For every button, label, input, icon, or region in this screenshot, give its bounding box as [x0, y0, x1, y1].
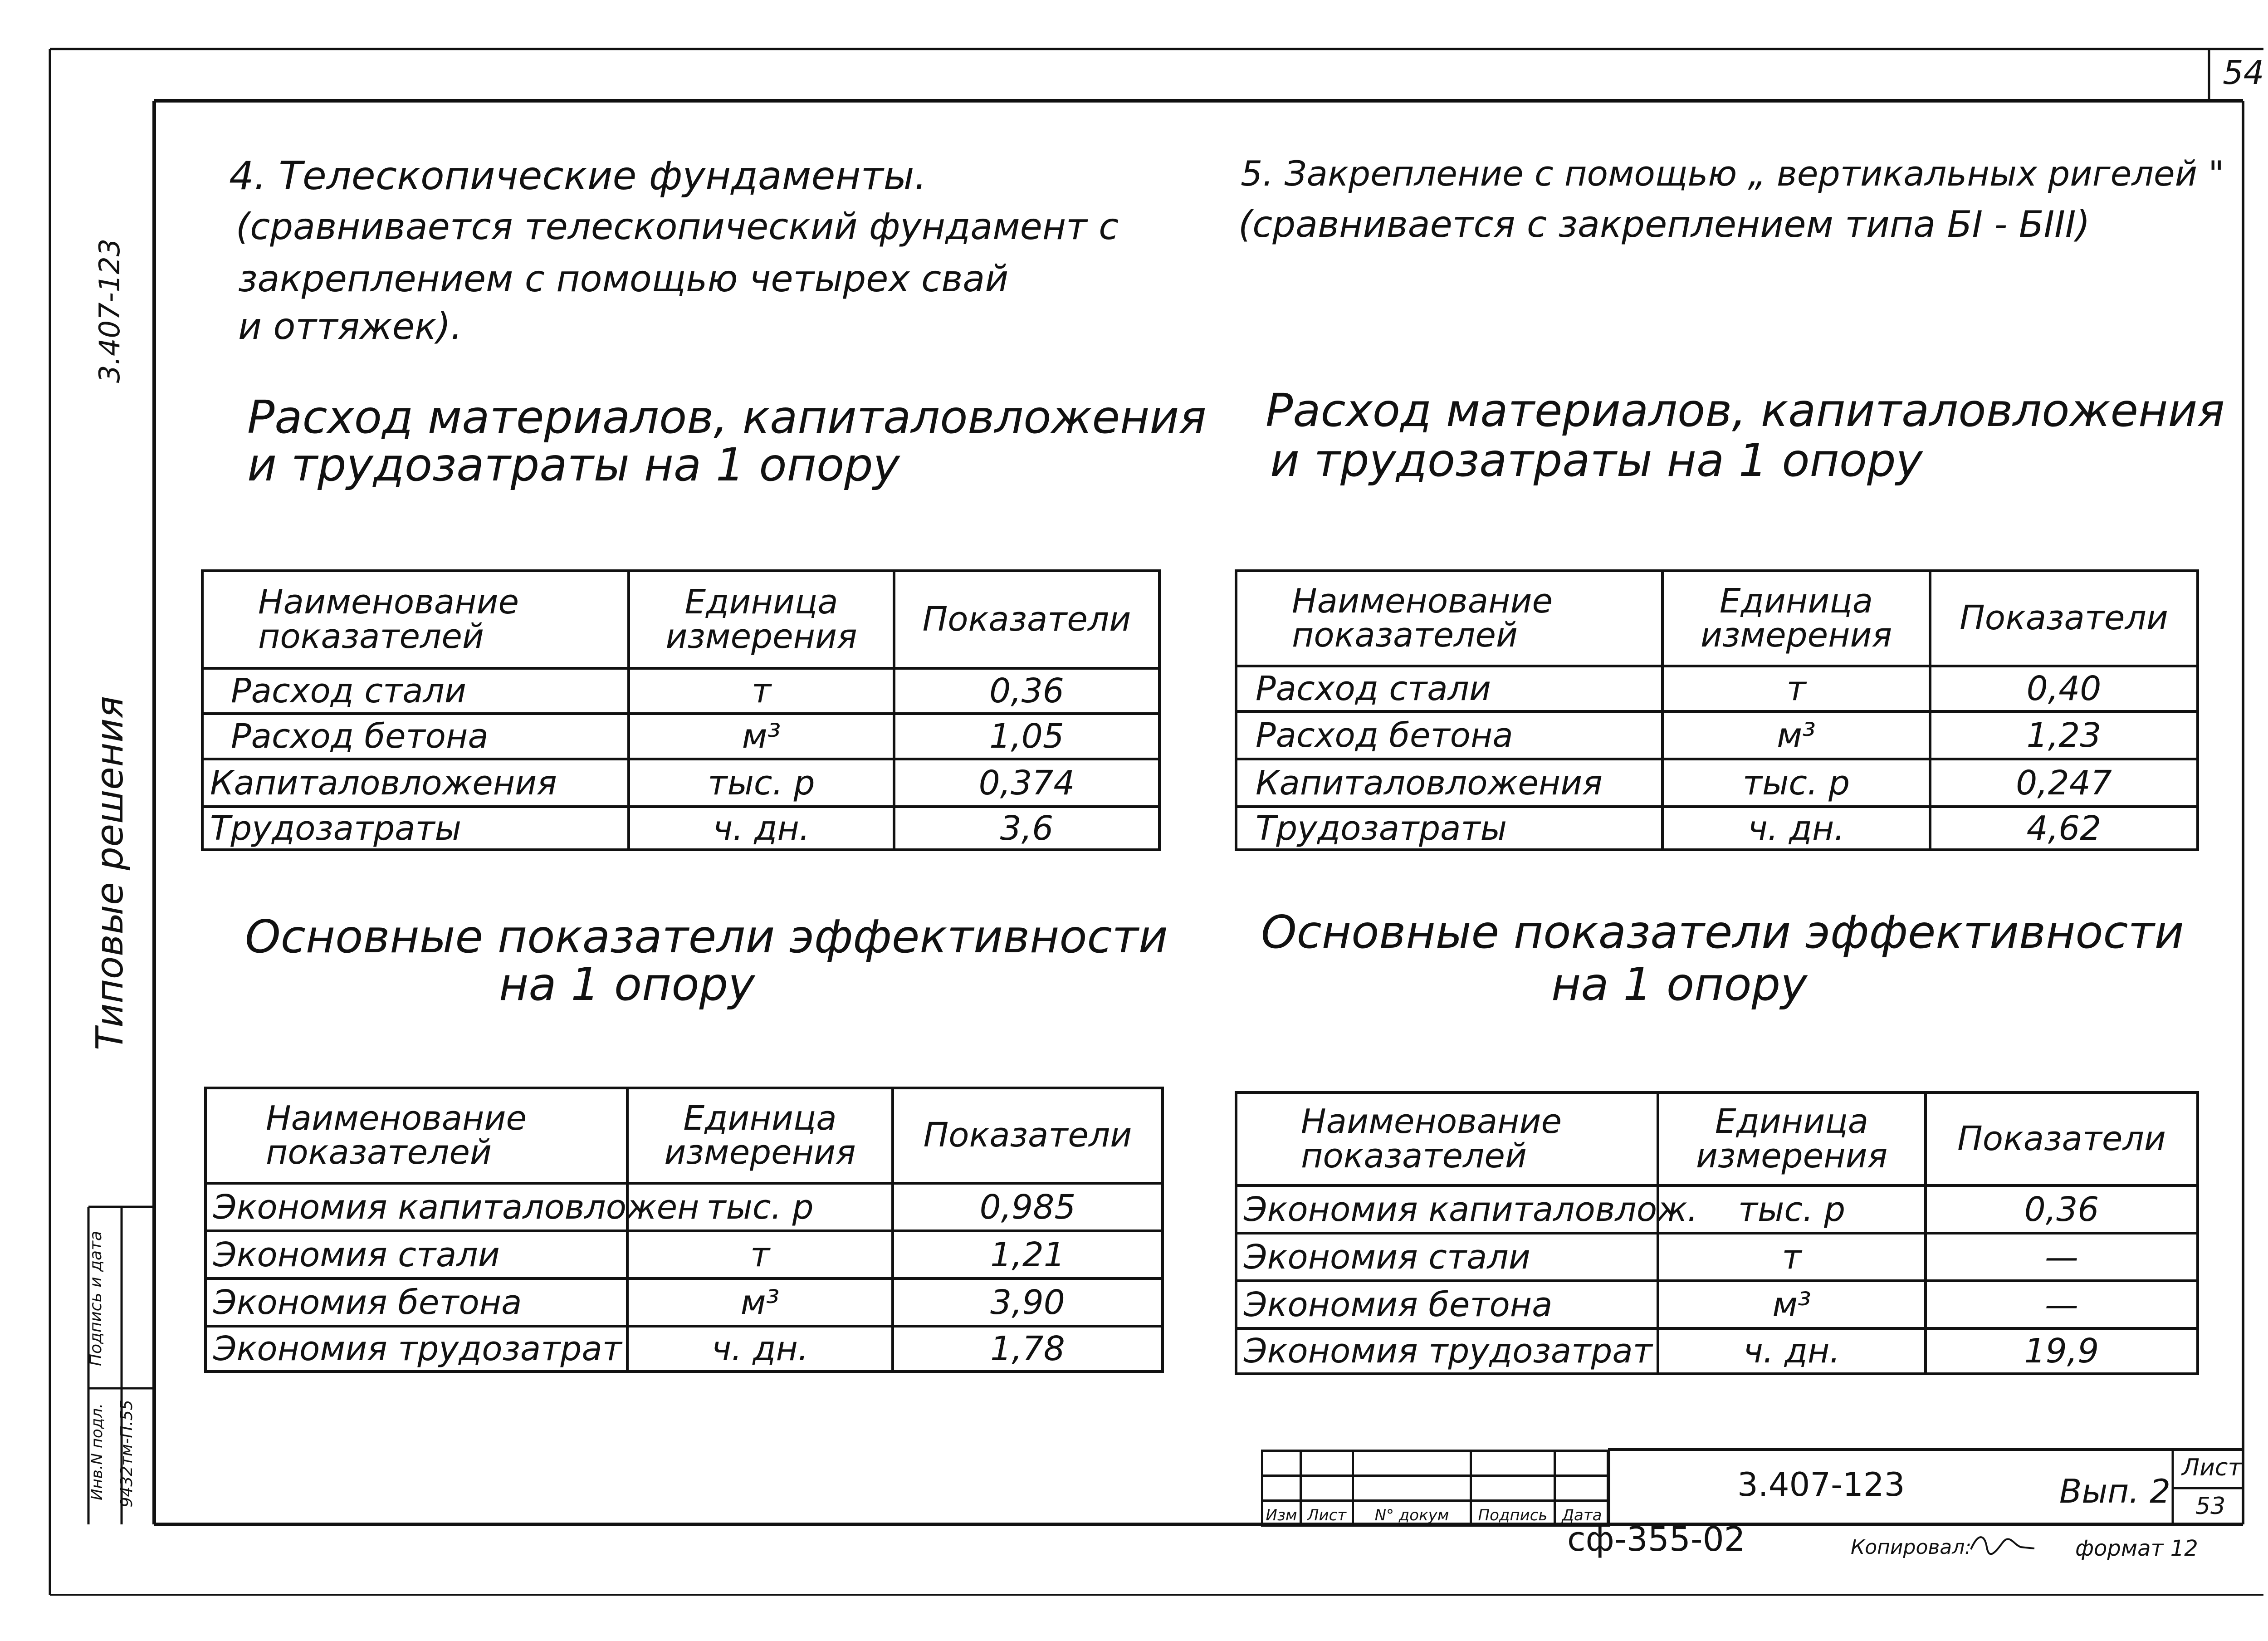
corner-page-number: 54 — [2223, 54, 2264, 92]
left-heading-line: (сравнивается телескопический фундамент с — [236, 206, 1119, 248]
row-value: 0,40 — [1930, 666, 2198, 711]
header-unit: Единица измерения — [1658, 1092, 1926, 1185]
row-name: Трудозатраты — [1236, 807, 1662, 850]
row-unit: ч. дн. — [629, 807, 894, 850]
side-stamp-signature-label: Подпись и дата — [87, 1230, 105, 1367]
left-table1-title-line2: и трудозатраты на 1 опору — [247, 438, 900, 491]
header-unit: Единица измерения — [629, 571, 894, 668]
row-name: Экономия капиталовлож. — [1236, 1185, 1658, 1233]
row-unit: м³ — [1662, 711, 1930, 759]
left-heading-line: и оттяжек). — [238, 305, 462, 348]
row-name: Экономия бетона — [1236, 1281, 1658, 1328]
row-name: Экономия бетона — [205, 1279, 627, 1326]
left-heading-line: закреплением с помощью четырех свай — [238, 258, 1009, 300]
right-table1-title-line2: и трудозатраты на 1 опору — [1270, 434, 1923, 487]
row-name: Экономия трудозатрат — [1236, 1328, 1658, 1374]
row-name: Капиталовложения — [202, 759, 629, 807]
row-value: 0,374 — [894, 759, 1159, 807]
row-unit: м³ — [1658, 1281, 1926, 1328]
header-name: Наименование показателей — [1236, 1092, 1658, 1185]
row-name: Экономия стали — [205, 1231, 627, 1279]
row-unit: тыс. р — [1658, 1185, 1926, 1233]
left-table2-title-line2: на 1 опору — [499, 958, 755, 1011]
row-value: — — [1926, 1281, 2198, 1328]
col-label: N° докум — [1353, 1501, 1471, 1526]
row-name: Расход стали — [1236, 666, 1662, 711]
row-name: Расход бетона — [202, 714, 629, 759]
footer-serial: сф-355-02 — [1567, 1520, 1745, 1559]
row-unit: т — [629, 668, 894, 714]
row-value: 1,21 — [893, 1231, 1163, 1279]
col-label: Изм — [1262, 1501, 1301, 1526]
row-name: Экономия капиталовложен — [205, 1183, 627, 1231]
row-value: 1,78 — [893, 1326, 1163, 1372]
side-stamp-inventory-value: 9432тм-П.55 — [117, 1400, 136, 1508]
col-label: Подпись — [1471, 1501, 1555, 1526]
title-block-sheet-label: Лист — [2182, 1454, 2242, 1481]
row-value: 0,985 — [893, 1183, 1163, 1231]
row-value: 1,23 — [1930, 711, 2198, 759]
right-heading-line: (сравнивается с закреплением типа БI - БIII) — [1238, 203, 2090, 245]
copyist-signature — [1969, 1531, 2037, 1558]
right-table2-title-line2: на 1 опору — [1551, 958, 1808, 1011]
col-label: Дата — [1555, 1501, 1609, 1526]
side-title: Типовые решения — [88, 696, 132, 1050]
header-value: Показатели — [894, 571, 1159, 668]
footer-format: формат 12 — [2075, 1536, 2198, 1561]
row-unit: м³ — [627, 1279, 893, 1326]
right-heading-line: 5. Закрепление с помощью „ вертикальных ригелей " — [1241, 153, 2224, 194]
title-block-sheet-number: 53 — [2195, 1493, 2226, 1520]
row-name: Расход стали — [202, 668, 629, 714]
header-unit: Единица измерения — [1662, 571, 1930, 666]
left-table2-title-line1: Основные показатели эффективности — [245, 910, 1168, 963]
row-name: Капиталовложения — [1236, 759, 1662, 807]
row-value: 0,36 — [1926, 1185, 2198, 1233]
row-value: 4,62 — [1930, 807, 2198, 850]
right-table1-title-line1: Расход материалов, капиталовложения — [1266, 384, 2225, 437]
row-unit: тыс. р — [629, 759, 894, 807]
row-value: 0,247 — [1930, 759, 2198, 807]
row-name: Экономия стали — [1236, 1233, 1658, 1281]
row-name: Трудозатраты — [202, 807, 629, 850]
left-table1-title-line1: Расход материалов, капиталовложения — [247, 391, 1207, 444]
header-value: Показатели — [1926, 1092, 2198, 1185]
title-block-issue: Вып. 2 — [2059, 1472, 2170, 1510]
row-unit: т — [1662, 666, 1930, 711]
row-value: 3,90 — [893, 1279, 1163, 1326]
row-unit: м³ — [629, 714, 894, 759]
header-unit: Единица измерения — [627, 1088, 893, 1183]
row-value: 0,36 — [894, 668, 1159, 714]
row-unit: т — [627, 1231, 893, 1279]
row-value: — — [1926, 1233, 2198, 1281]
title-block-doc-code: 3.407-123 — [1737, 1465, 1905, 1504]
row-unit: тыс. р — [1662, 759, 1930, 807]
side-stamp-inventory-label: Инв.N подл. — [88, 1403, 106, 1500]
row-unit: ч. дн. — [627, 1326, 893, 1372]
left-heading-line: 4. Телескопические фундаменты. — [229, 153, 927, 199]
header-name: Наименование показателей — [1236, 571, 1662, 666]
row-value: 3,6 — [894, 807, 1159, 850]
col-label: Лист — [1301, 1501, 1353, 1526]
right-table2-title-line1: Основные показатели эффективности — [1261, 906, 2184, 959]
row-value: 1,05 — [894, 714, 1159, 759]
header-value: Показатели — [1930, 571, 2198, 666]
row-unit: ч. дн. — [1658, 1328, 1926, 1374]
row-unit: тыс. р — [627, 1183, 893, 1231]
side-document-code: 3.407-123 — [93, 238, 126, 383]
row-value: 19,9 — [1926, 1328, 2198, 1374]
row-name: Расход бетона — [1236, 711, 1662, 759]
header-name: Наименование показателей — [202, 571, 629, 668]
row-unit: т — [1658, 1233, 1926, 1281]
footer-copied-by: Копировал: — [1851, 1536, 1972, 1559]
header-value: Показатели — [893, 1088, 1163, 1183]
header-name: Наименование показателей — [205, 1088, 627, 1183]
row-unit: ч. дн. — [1662, 807, 1930, 850]
row-name: Экономия трудозатрат — [205, 1326, 627, 1372]
